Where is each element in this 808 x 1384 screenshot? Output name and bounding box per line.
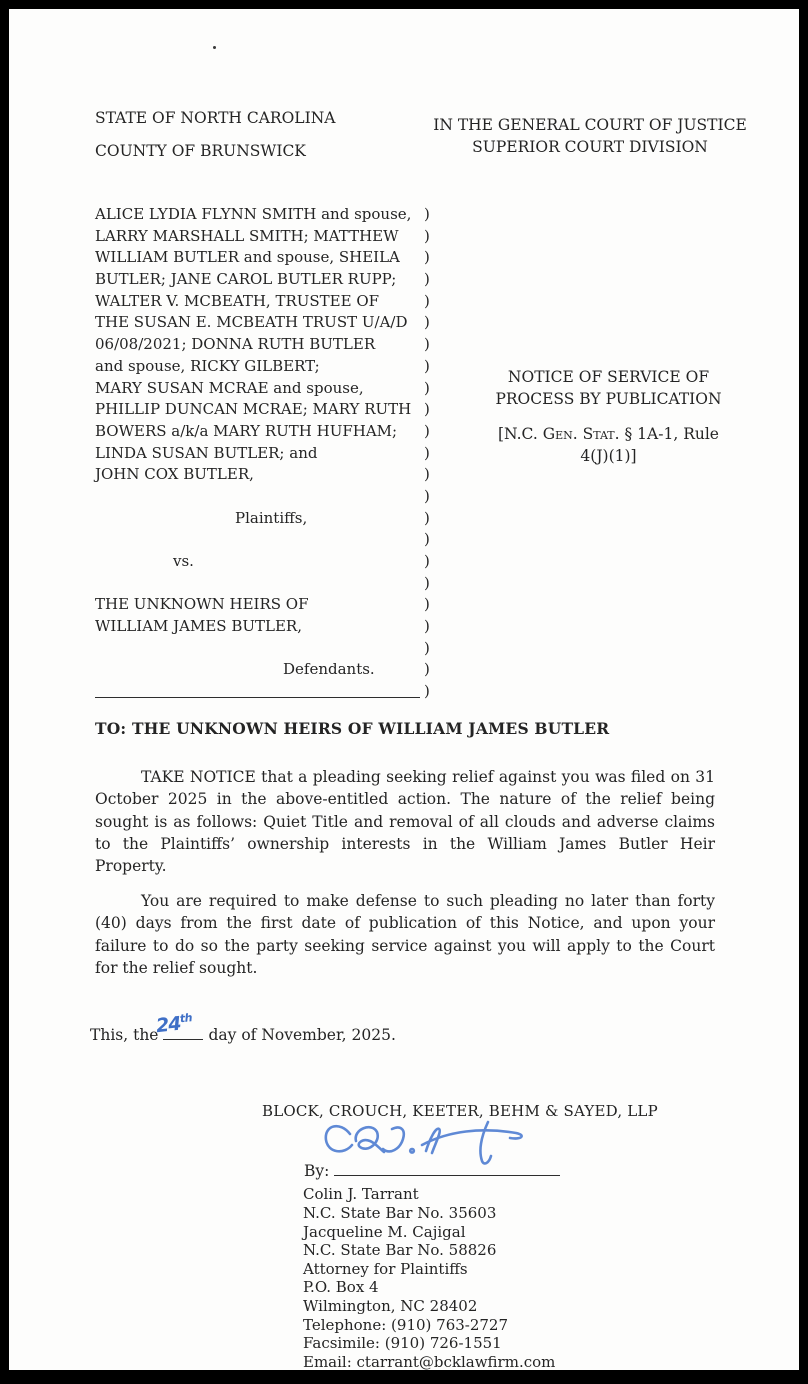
plaintiffs-label: Plaintiffs, (235, 508, 308, 527)
plaintiff-name-line: ALICE LYDIA FLYNN SMITH and spouse, (95, 205, 412, 223)
plaintiff-name-list (95, 204, 420, 486)
county-line: COUNTY OF BRUNSWICK (95, 142, 306, 160)
attorney-info-block (303, 1185, 799, 1384)
statute-prefix: [N.C. (498, 425, 543, 443)
attorney-info-line: Wilmington, NC 28402 (303, 1297, 478, 1316)
caption-blank-row (95, 486, 420, 508)
attorney-info-line: Colin J. Tarrant (303, 1185, 419, 1204)
plaintiff-name-line: WILLIAM BUTLER and spouse, SHEILA (95, 248, 400, 267)
plaintiff-name-line: PHILLIP DUNCAN MCRAE; MARY RUTH (95, 400, 412, 419)
plaintiff-name-line: and spouse, RICKY GILBERT; (95, 356, 320, 375)
plaintiff-name-line: LARRY MARSHALL SMITH; MATTHEW (95, 226, 399, 245)
attorney-info-line: Attorney for Plaintiffs (303, 1259, 468, 1278)
signature-block (304, 1162, 799, 1180)
plaintiff-name-line: THE SUSAN E. MCBEATH TRUST U/A/D (95, 313, 408, 332)
caption-paren: ) (424, 270, 430, 289)
jurisdiction-block (95, 109, 409, 160)
attorney-info-line: Jacqueline M. Cajigal (303, 1222, 466, 1241)
caption-paren: ) (424, 638, 430, 657)
caption-paren: ) (424, 465, 430, 484)
defendant-name-line: THE UNKNOWN HEIRS OF (95, 595, 309, 614)
caption-blank-row (95, 529, 420, 551)
caption-paren: ) (424, 617, 430, 636)
plaintiff-name-line: BUTLER; JANE CAROL BUTLER RUPP; (95, 270, 397, 289)
caption-paren: ) (424, 313, 430, 332)
caption-paren: ) (424, 356, 430, 375)
case-caption (9, 204, 799, 703)
by-label: By: (304, 1162, 330, 1181)
statute-line-2: 4(J)(1)] (580, 447, 637, 465)
date-suffix: day of November, 2025. (208, 1026, 396, 1045)
statute-line-1 (436, 423, 781, 445)
caption-paren: ) (424, 226, 430, 245)
statute-citation (436, 423, 781, 467)
plaintiff-name-line: 06/08/2021; DONNA RUTH BUTLER (95, 335, 376, 354)
caption-paren: ) (424, 335, 430, 354)
versus-label: vs. (173, 552, 194, 570)
court-division-block (409, 114, 799, 160)
caption-paren-column (420, 204, 436, 703)
plaintiff-name-line: BOWERS a/k/a MARY RUTH HUFHAM; (95, 421, 398, 440)
caption-paren: ) (424, 291, 430, 310)
attorney-info-line: Telephone: (910) 763-2727 (303, 1315, 509, 1334)
parties-column (95, 204, 420, 703)
scan-artifact-dot (213, 46, 216, 49)
notice-paragraph-2: You are required to make defense to such pleading no later than forty (40) days from the first date of publication of this Notice, and upon your failure to do so the party seeking service against you will apply to the Court for the relief sought. (95, 891, 715, 978)
caption-paren: ) (424, 552, 430, 570)
caption-blank-row (95, 573, 420, 595)
attorney-info-line: Email: ctarrant@bcklawfirm.com (303, 1352, 556, 1371)
handwritten-signature (320, 1118, 538, 1168)
handwritten-day-number: 24 (154, 1013, 182, 1038)
handwritten-day-ordinal: th (179, 1011, 193, 1026)
handwritten-day (155, 1012, 194, 1038)
date-line (90, 1011, 799, 1045)
document-header (9, 109, 799, 160)
court-line-2: SUPERIOR COURT DIVISION (472, 138, 708, 156)
caption-paren: ) (424, 660, 430, 679)
caption-paren: ) (424, 205, 430, 223)
defendant-name-list (95, 594, 420, 637)
caption-paren: ) (424, 443, 430, 462)
caption-underline-row (95, 681, 420, 703)
caption-paren: ) (424, 530, 430, 549)
caption-paren: ) (424, 508, 430, 527)
attorney-info-line: N.C. State Bar No. 35603 (303, 1204, 497, 1223)
plaintiff-name-line: LINDA SUSAN BUTLER; and (95, 443, 318, 462)
addressee-line: TO: THE UNKNOWN HEIRS OF WILLIAM JAMES BUTLER (95, 718, 610, 738)
caption-paren: ) (424, 400, 430, 419)
notice-title-line-1: NOTICE OF SERVICE OF (507, 368, 710, 386)
state-line: STATE OF NORTH CAROLINA (95, 109, 336, 127)
court-line-1: IN THE GENERAL COURT OF JUSTICE (433, 116, 747, 134)
attorney-info-line: Email: jcajigal@bcklawfirm.com (303, 1371, 548, 1384)
law-firm-name: BLOCK, CROUCH, KEETER, BEHM & SAYED, LLP (262, 1102, 658, 1121)
caption-blank-row (95, 638, 420, 660)
attorney-info-line: Facsimile: (910) 726-1551 (303, 1334, 502, 1353)
attorney-info-line: P.O. Box 4 (303, 1278, 379, 1297)
defendants-label: Defendants. (283, 660, 375, 679)
caption-paren: ) (424, 378, 430, 397)
defendant-name-line: WILLIAM JAMES BUTLER, (95, 617, 302, 636)
caption-paren: ) (424, 573, 430, 592)
statute-suffix: § 1A-1, Rule (619, 425, 719, 443)
statute-smallcaps: Gen. Stat. (542, 425, 620, 443)
notice-title (436, 366, 781, 410)
plaintiff-name-line: MARY SUSAN MCRAE and spouse, (95, 378, 364, 397)
plaintiff-name-line: JOHN COX BUTLER, (95, 465, 254, 484)
notice-title-column (436, 204, 799, 703)
caption-paren: ) (424, 682, 430, 701)
caption-paren: ) (424, 421, 430, 440)
plaintiff-name-line: WALTER V. MCBEATH, TRUSTEE OF (95, 291, 380, 310)
date-prefix: This, the (90, 1026, 159, 1045)
caption-paren: ) (424, 248, 430, 267)
caption-paren: ) (424, 595, 430, 614)
attorney-info-line: N.C. State Bar No. 58826 (303, 1241, 497, 1260)
notice-title-line-2: PROCESS BY PUBLICATION (495, 390, 722, 408)
notice-paragraph-1: TAKE NOTICE that a pleading seeking relief against you was filed on 31 October 2025 in the above-entitled action. The nature of the relief being sought is as follows: Quiet Title and removal of all clouds and adverse claims to the Plaintiffs’ ownership interests in the William James Butler Heir Property. (95, 767, 715, 876)
caption-paren: ) (424, 486, 430, 505)
